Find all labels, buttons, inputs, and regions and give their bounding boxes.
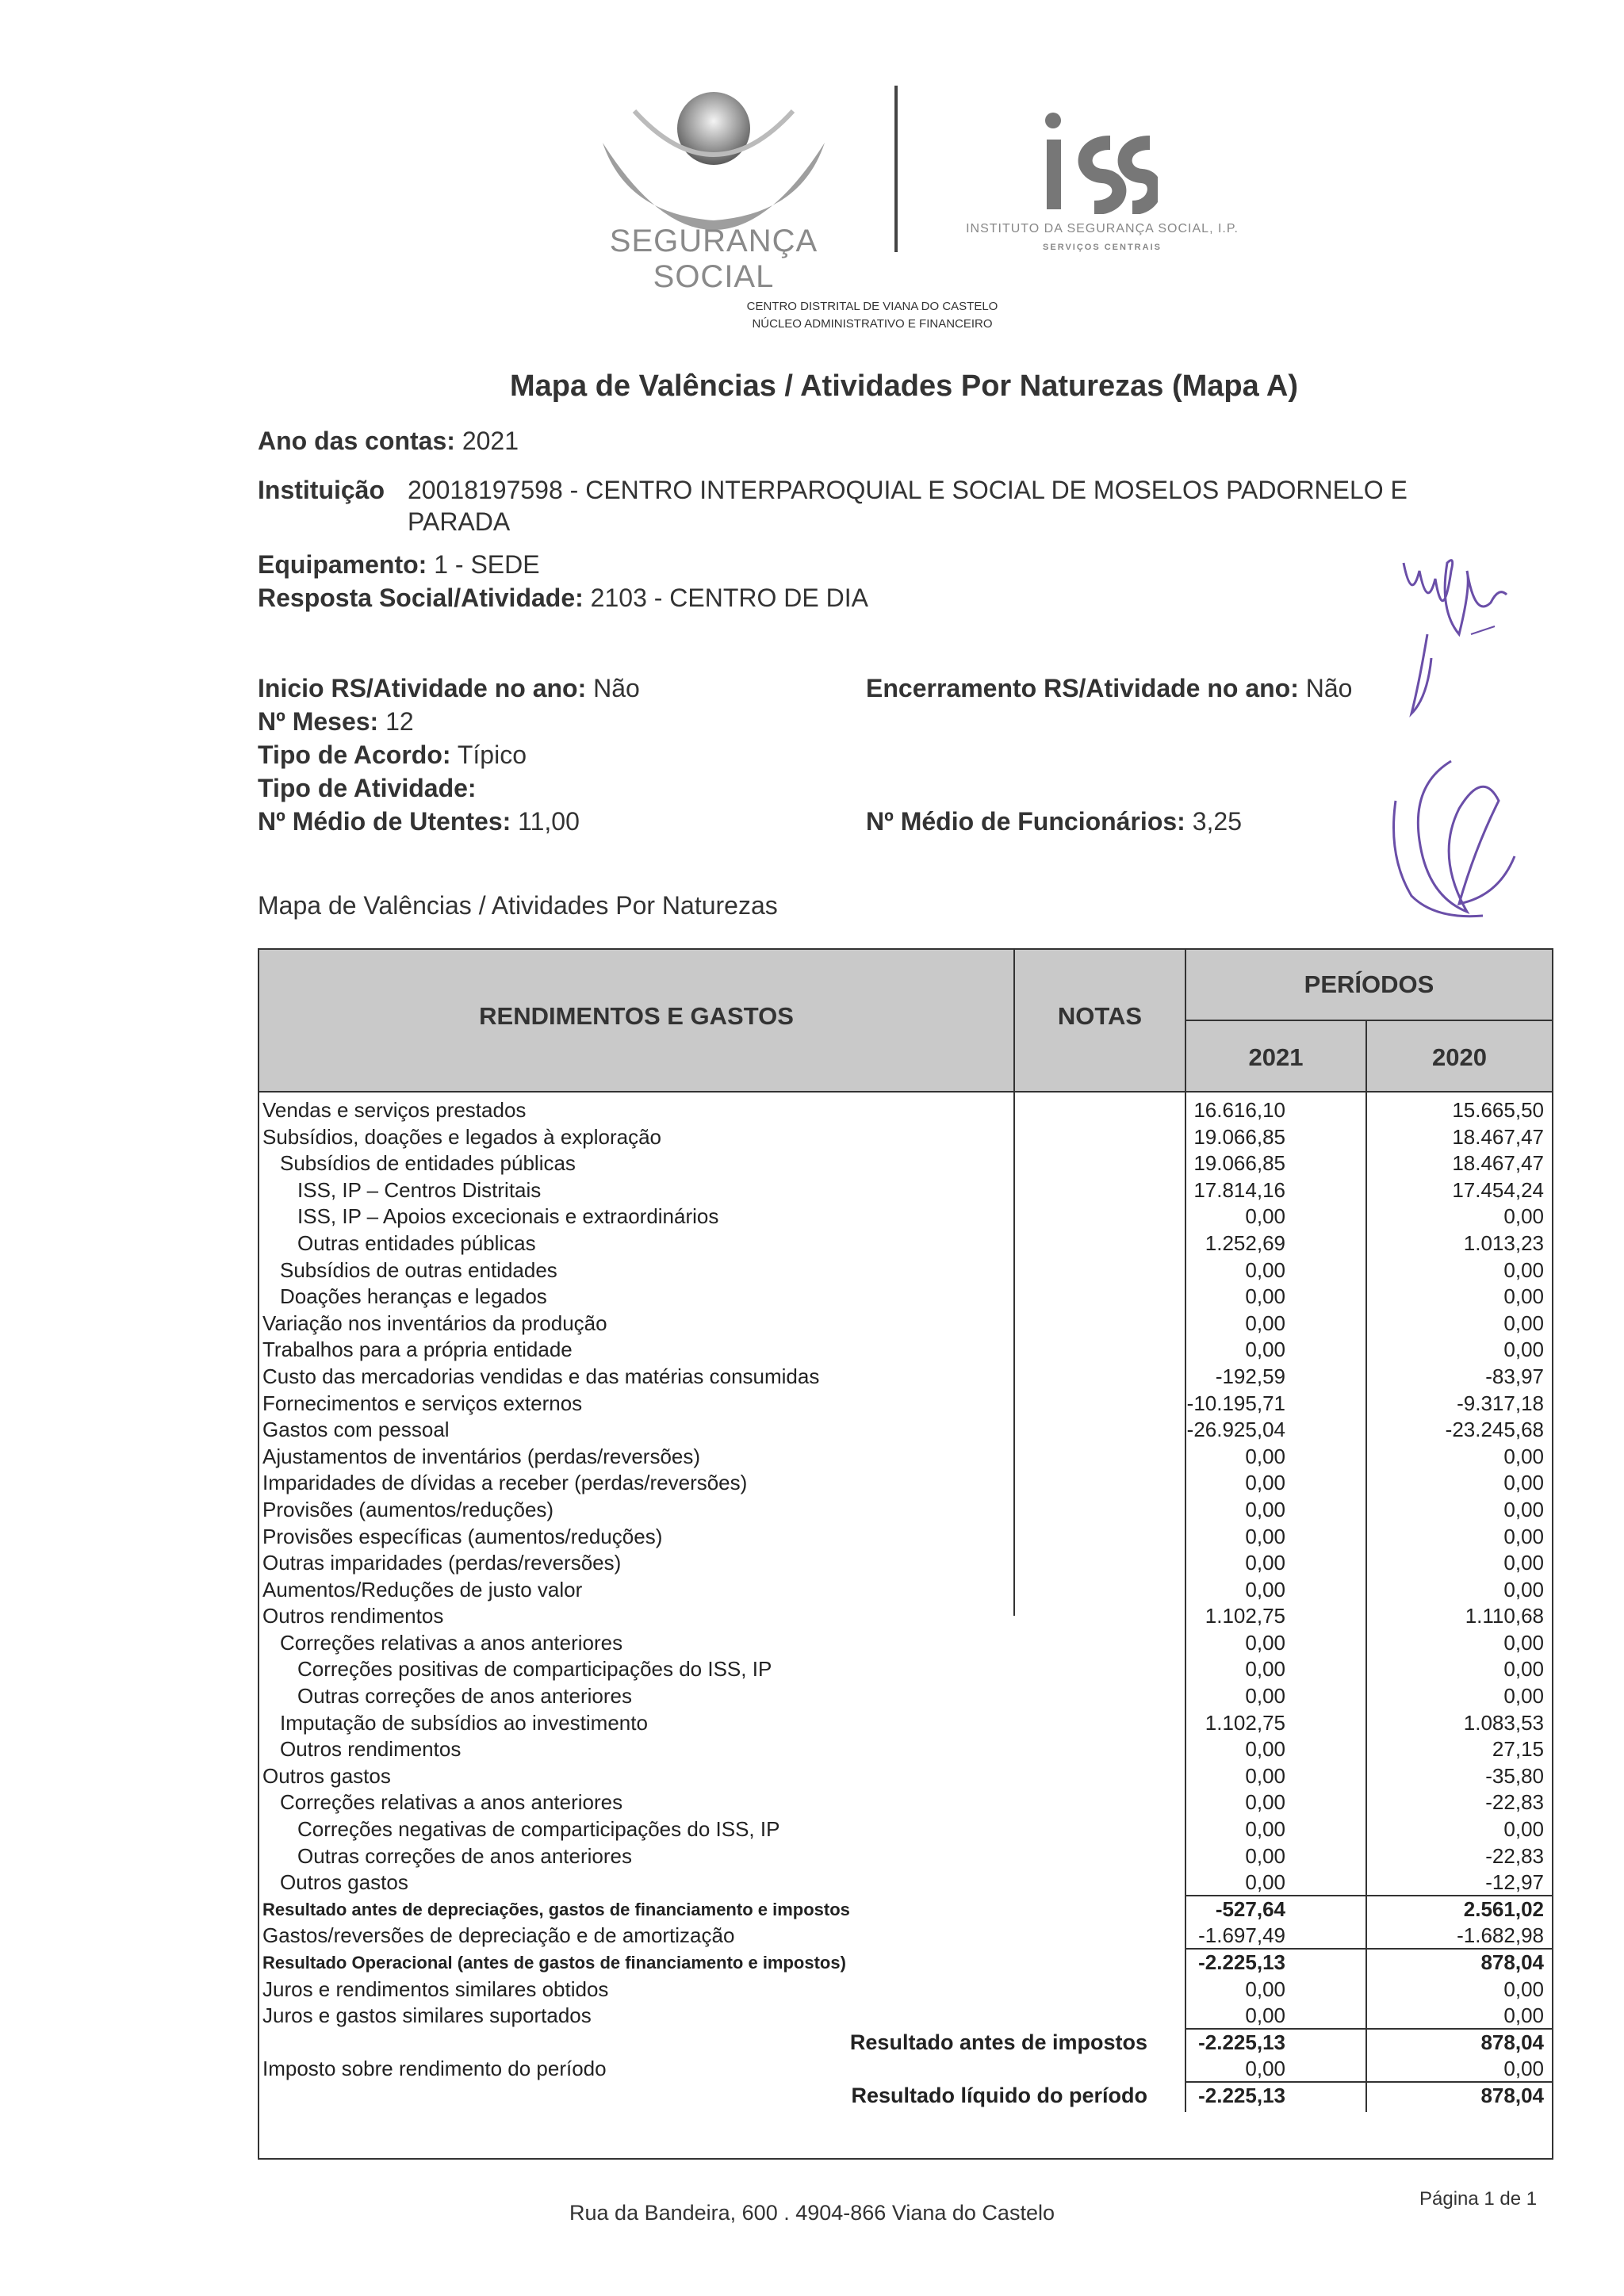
value-2021: 0,00	[1245, 2057, 1285, 2081]
value-2020: -1.682,98	[1457, 1923, 1544, 1948]
value-2020: 2.561,02	[1463, 1896, 1544, 1921]
header-rendimentos: RENDIMENTOS E GASTOS	[479, 1002, 794, 1030]
row-label: Outros rendimentos	[280, 1737, 462, 1762]
ano-value: 2021	[462, 427, 519, 455]
handwritten-signature	[1396, 539, 1515, 729]
table-row	[259, 1683, 1552, 1710]
row-label: Correções positivas de comparticipações do ISS, IP	[297, 1657, 772, 1682]
value-2020: 0,00	[1503, 1444, 1544, 1468]
table-row	[259, 1284, 1552, 1311]
table-row	[259, 1630, 1552, 1657]
value-2021: 0,00	[1245, 1763, 1285, 1788]
value-2021: 0,00	[1245, 1444, 1285, 1468]
row-label: ISS, IP – Apoios excecionais e extraordinários	[297, 1204, 719, 1229]
row-label: Juros e rendimentos similares obtidos	[262, 1976, 609, 2001]
row-label: Doações heranças e legados	[280, 1284, 547, 1309]
row-label: Fornecimentos e serviços externos	[262, 1391, 583, 1415]
value-2021: 1.102,75	[1205, 1710, 1285, 1735]
logo-divider	[894, 86, 898, 252]
table-row	[259, 2030, 1552, 2057]
value-2021: 0,00	[1245, 1284, 1285, 1309]
table-row	[259, 1257, 1552, 1284]
value-2020: -35,80	[1485, 1763, 1544, 1788]
row-label: Resultado Operacional (antes de gastos de financiamento e impostos)	[262, 1953, 846, 1973]
value-2021: -10.195,71	[1186, 1391, 1285, 1415]
row-label: Correções relativas a anos anteriores	[280, 1630, 623, 1655]
inicio-atividade	[258, 674, 640, 703]
row-label: Outros gastos	[262, 1763, 391, 1788]
header-2020: 2020	[1432, 1043, 1487, 1071]
table-row	[259, 1391, 1552, 1418]
table-row	[259, 1524, 1552, 1551]
value-2021: -2.225,13	[1198, 2083, 1285, 2107]
row-label: Gastos/reversões de depreciação e de amortização	[262, 1923, 735, 1948]
value-2021: 0,00	[1245, 1311, 1285, 1335]
value-2021: 16.616,10	[1193, 1098, 1285, 1122]
table-row	[259, 1417, 1552, 1444]
value-2021: -2.225,13	[1198, 1950, 1285, 1974]
value-2021: 1.102,75	[1205, 1604, 1285, 1628]
acordo-value: Típico	[457, 740, 527, 769]
value-2020: 17.454,24	[1452, 1177, 1544, 1202]
row-label: Vendas e serviços prestados	[262, 1098, 527, 1122]
value-2020: -83,97	[1485, 1364, 1544, 1388]
value-2021: 0,00	[1245, 1497, 1285, 1521]
value-2020: 0,00	[1503, 1204, 1544, 1229]
table-row	[259, 1710, 1552, 1737]
row-label: Gastos com pessoal	[262, 1418, 450, 1442]
table-row	[259, 2083, 1552, 2110]
row-label: Correções relativas a anos anteriores	[280, 1790, 623, 1815]
value-2021: -26.925,04	[1186, 1418, 1285, 1442]
table-row	[259, 1444, 1552, 1471]
value-2020: 15.665,50	[1452, 1098, 1544, 1122]
row-label: Juros e gastos similares suportados	[262, 2003, 592, 2028]
row-label: Outras correções de anos anteriores	[297, 1843, 632, 1868]
value-2020: 0,00	[1503, 1284, 1544, 1309]
meses-value: 12	[385, 707, 414, 736]
table-row	[259, 1203, 1552, 1230]
table-row	[259, 1364, 1552, 1391]
value-2021: 0,00	[1245, 1790, 1285, 1815]
value-2021: -527,64	[1215, 1896, 1285, 1921]
equipamento	[258, 550, 540, 580]
row-label: Imparidades de dívidas a receber (perdas/reversões)	[262, 1471, 748, 1495]
table-row	[259, 1150, 1552, 1177]
row-label: Imposto sobre rendimento do período	[262, 2057, 607, 2081]
header-bottom-border	[259, 1091, 1552, 1093]
row-label: Outros rendimentos	[262, 1604, 444, 1628]
meses-label: Nº Meses:	[258, 707, 379, 736]
logo-left-text: SEGURANÇA SOCIAL	[609, 224, 818, 294]
periodos-divider	[1185, 1020, 1552, 1021]
table-row	[259, 1923, 1552, 1950]
department-name: NÚCLEO ADMINISTRATIVO E FINANCEIRO	[752, 317, 993, 331]
table-row	[259, 1976, 1552, 2003]
row-label: Trabalhos para a própria entidade	[262, 1337, 573, 1362]
value-2020: 0,00	[1503, 1257, 1544, 1282]
header-periodos: PERÍODOS	[1304, 970, 1434, 998]
tipo-atividade-label: Tipo de Atividade:	[258, 774, 477, 802]
value-2021: 0,00	[1245, 1337, 1285, 1362]
instituicao-label: Instituição	[258, 476, 385, 504]
row-label: Resultado líquido do período	[851, 2083, 1147, 2107]
row-label: Outras imparidades (perdas/reversões)	[262, 1551, 622, 1575]
map-subtitle: Mapa de Valências / Atividades Por Naturezas	[258, 891, 778, 920]
value-2020: 878,04	[1480, 2083, 1544, 2107]
table-row	[259, 1577, 1552, 1604]
value-2021: 0,00	[1245, 1737, 1285, 1762]
header-2021: 2021	[1248, 1043, 1304, 1071]
document-title: Mapa de Valências / Atividades Por Naturezas (Mapa A)	[510, 369, 1298, 403]
value-2021: 17.814,16	[1193, 1177, 1285, 1202]
value-2021: 0,00	[1245, 1257, 1285, 1282]
table-row	[259, 1550, 1552, 1577]
value-2021: 0,00	[1245, 1657, 1285, 1682]
row-label: Provisões (aumentos/reduções)	[262, 1497, 554, 1521]
encerramento-atividade	[866, 674, 1352, 703]
row-label: Outros gastos	[280, 1870, 408, 1895]
table-row	[259, 1311, 1552, 1337]
table-row	[259, 1656, 1552, 1683]
resposta-social	[258, 584, 868, 613]
table-row	[259, 1789, 1552, 1816]
inicio-label: Inicio RS/Atividade no ano:	[258, 674, 587, 702]
equipamento-label: Equipamento:	[258, 550, 427, 579]
value-2020: 0,00	[1503, 1551, 1544, 1575]
value-2020: 27,15	[1492, 1737, 1544, 1762]
table-row	[259, 1816, 1552, 1843]
value-2021: 19.066,85	[1193, 1151, 1285, 1176]
medio-funcionarios	[866, 807, 1242, 836]
value-2020: 878,04	[1480, 2030, 1544, 2054]
medio-utentes	[258, 807, 580, 836]
center-name: CENTRO DISTRITAL DE VIANA DO CASTELO	[746, 300, 998, 313]
value-2020: 18.467,47	[1452, 1151, 1544, 1176]
value-2021: 0,00	[1245, 2003, 1285, 2028]
iss-logo	[1039, 111, 1158, 214]
table-row	[259, 1497, 1552, 1524]
encerramento-label: Encerramento RS/Atividade no ano:	[866, 674, 1299, 702]
resposta-value: 2103 - CENTRO DE DIA	[590, 584, 868, 612]
page-number: Página 1 de 1	[1419, 2188, 1538, 2210]
row-label: Subsídios, doações e legados à exploração	[262, 1124, 662, 1149]
value-2021: 0,00	[1245, 1684, 1285, 1709]
row-label: Variação nos inventários da produção	[262, 1311, 607, 1335]
handwritten-initials	[1364, 737, 1538, 928]
instituicao-value-line2: PARADA	[408, 507, 511, 536]
value-2020: 0,00	[1503, 1976, 1544, 2001]
value-2021: 0,00	[1245, 1817, 1285, 1842]
value-2020: 1.083,53	[1463, 1710, 1544, 1735]
row-label: Ajustamentos de inventários (perdas/reversões)	[262, 1444, 701, 1468]
value-2020: -22,83	[1485, 1790, 1544, 1815]
value-2020: 0,00	[1503, 2003, 1544, 2028]
table-row	[259, 1843, 1552, 1870]
value-2020: 0,00	[1503, 1524, 1544, 1548]
value-2021: 0,00	[1245, 1471, 1285, 1495]
value-2020: 878,04	[1480, 1950, 1544, 1974]
value-2020: 0,00	[1503, 1817, 1544, 1842]
inicio-value: Não	[593, 674, 640, 702]
value-2020: 0,00	[1503, 1337, 1544, 1362]
value-2021: 0,00	[1245, 1577, 1285, 1601]
table-row	[259, 1603, 1552, 1630]
encerramento-value: Não	[1305, 674, 1353, 702]
value-2020: 0,00	[1503, 1577, 1544, 1601]
table-row	[259, 1470, 1552, 1497]
tipo-atividade	[258, 774, 477, 803]
value-2020: -9.317,18	[1457, 1391, 1544, 1415]
resposta-label: Resposta Social/Atividade:	[258, 584, 584, 612]
value-2020: 0,00	[1503, 1311, 1544, 1335]
table-row	[259, 2003, 1552, 2030]
footer-address: Rua da Bandeira, 600 . 4904-866 Viana do Castelo	[569, 2201, 1055, 2225]
ano-contas	[258, 427, 519, 456]
row-label: Correções negativas de comparticipações do ISS, IP	[297, 1817, 780, 1842]
funcionarios-label: Nº Médio de Funcionários:	[866, 807, 1185, 836]
value-2021: -2.225,13	[1198, 2030, 1285, 2054]
row-label: Provisões específicas (aumentos/reduções)	[262, 1524, 663, 1548]
table-row	[259, 1177, 1552, 1204]
table-body	[259, 1097, 1552, 2110]
utentes-value: 11,00	[518, 807, 580, 836]
row-label: Resultado antes de impostos	[849, 2030, 1147, 2054]
table-row	[259, 1736, 1552, 1763]
value-2021: -1.697,49	[1198, 1923, 1285, 1948]
logo-right-text-line1: INSTITUTO DA SEGURANÇA SOCIAL, I.P.	[966, 222, 1239, 235]
row-label: Outras correções de anos anteriores	[297, 1684, 632, 1709]
value-2021: 0,00	[1245, 1204, 1285, 1229]
table-row	[259, 1124, 1552, 1151]
row-label: Outras entidades públicas	[297, 1230, 536, 1255]
value-2020: 0,00	[1503, 1657, 1544, 1682]
value-2021: 19.066,85	[1193, 1124, 1285, 1149]
value-2021: 1.252,69	[1205, 1230, 1285, 1255]
numero-meses	[258, 707, 414, 737]
table-row	[259, 1337, 1552, 1364]
utentes-label: Nº Médio de Utentes:	[258, 807, 511, 836]
logo-right-text-line2: SERVIÇOS CENTRAIS	[1043, 243, 1162, 252]
value-2021: 0,00	[1245, 1524, 1285, 1548]
value-2020: -23.245,68	[1445, 1418, 1544, 1442]
row-label: Subsídios de entidades públicas	[280, 1151, 576, 1176]
row-label: Aumentos/Reduções de justo valor	[262, 1577, 583, 1601]
table-row	[259, 2056, 1552, 2083]
instituicao-value-line1: 20018197598 - CENTRO INTERPAROQUIAL E SOCIAL DE MOSELOS PADORNELO E	[408, 476, 1408, 504]
value-2020: 0,00	[1503, 1684, 1544, 1709]
value-2020: 0,00	[1503, 1630, 1544, 1655]
row-label: Subsídios de outras entidades	[280, 1257, 557, 1282]
value-2020: 1.110,68	[1465, 1604, 1544, 1628]
table-row	[259, 1097, 1552, 1124]
value-2020: 0,00	[1503, 1471, 1544, 1495]
value-2021: 0,00	[1245, 1551, 1285, 1575]
equipamento-value: 1 - SEDE	[434, 550, 540, 579]
value-2020: -22,83	[1485, 1843, 1544, 1868]
value-2020: 1.013,23	[1463, 1230, 1544, 1255]
ano-label: Ano das contas:	[258, 427, 455, 455]
table-row	[259, 1950, 1552, 1976]
acordo-label: Tipo de Acordo:	[258, 740, 451, 769]
funcionarios-value: 3,25	[1192, 807, 1242, 836]
row-label: ISS, IP – Centros Distritais	[297, 1177, 542, 1202]
value-2021: 0,00	[1245, 1843, 1285, 1868]
value-2020: 0,00	[1503, 2057, 1544, 2081]
value-2021: -192,59	[1215, 1364, 1285, 1388]
value-2021: 0,00	[1245, 1630, 1285, 1655]
table-row	[259, 1763, 1552, 1790]
table-row	[259, 1230, 1552, 1257]
row-label: Custo das mercadorias vendidas e das matérias consumidas	[262, 1364, 820, 1388]
value-2021: 0,00	[1245, 1870, 1285, 1895]
row-label: Imputação de subsídios ao investimento	[280, 1710, 648, 1735]
table-row	[259, 1896, 1552, 1923]
header-notas: NOTAS	[1057, 1002, 1143, 1030]
value-2020: -12,97	[1485, 1870, 1544, 1895]
value-2021: 0,00	[1245, 1976, 1285, 2001]
value-2020: 18.467,47	[1452, 1124, 1544, 1149]
row-label: Resultado antes de depreciações, gastos de financiamento e impostos	[262, 1899, 850, 1919]
value-2020: 0,00	[1503, 1497, 1544, 1521]
table-row	[259, 1869, 1552, 1896]
tipo-acordo	[258, 740, 527, 770]
